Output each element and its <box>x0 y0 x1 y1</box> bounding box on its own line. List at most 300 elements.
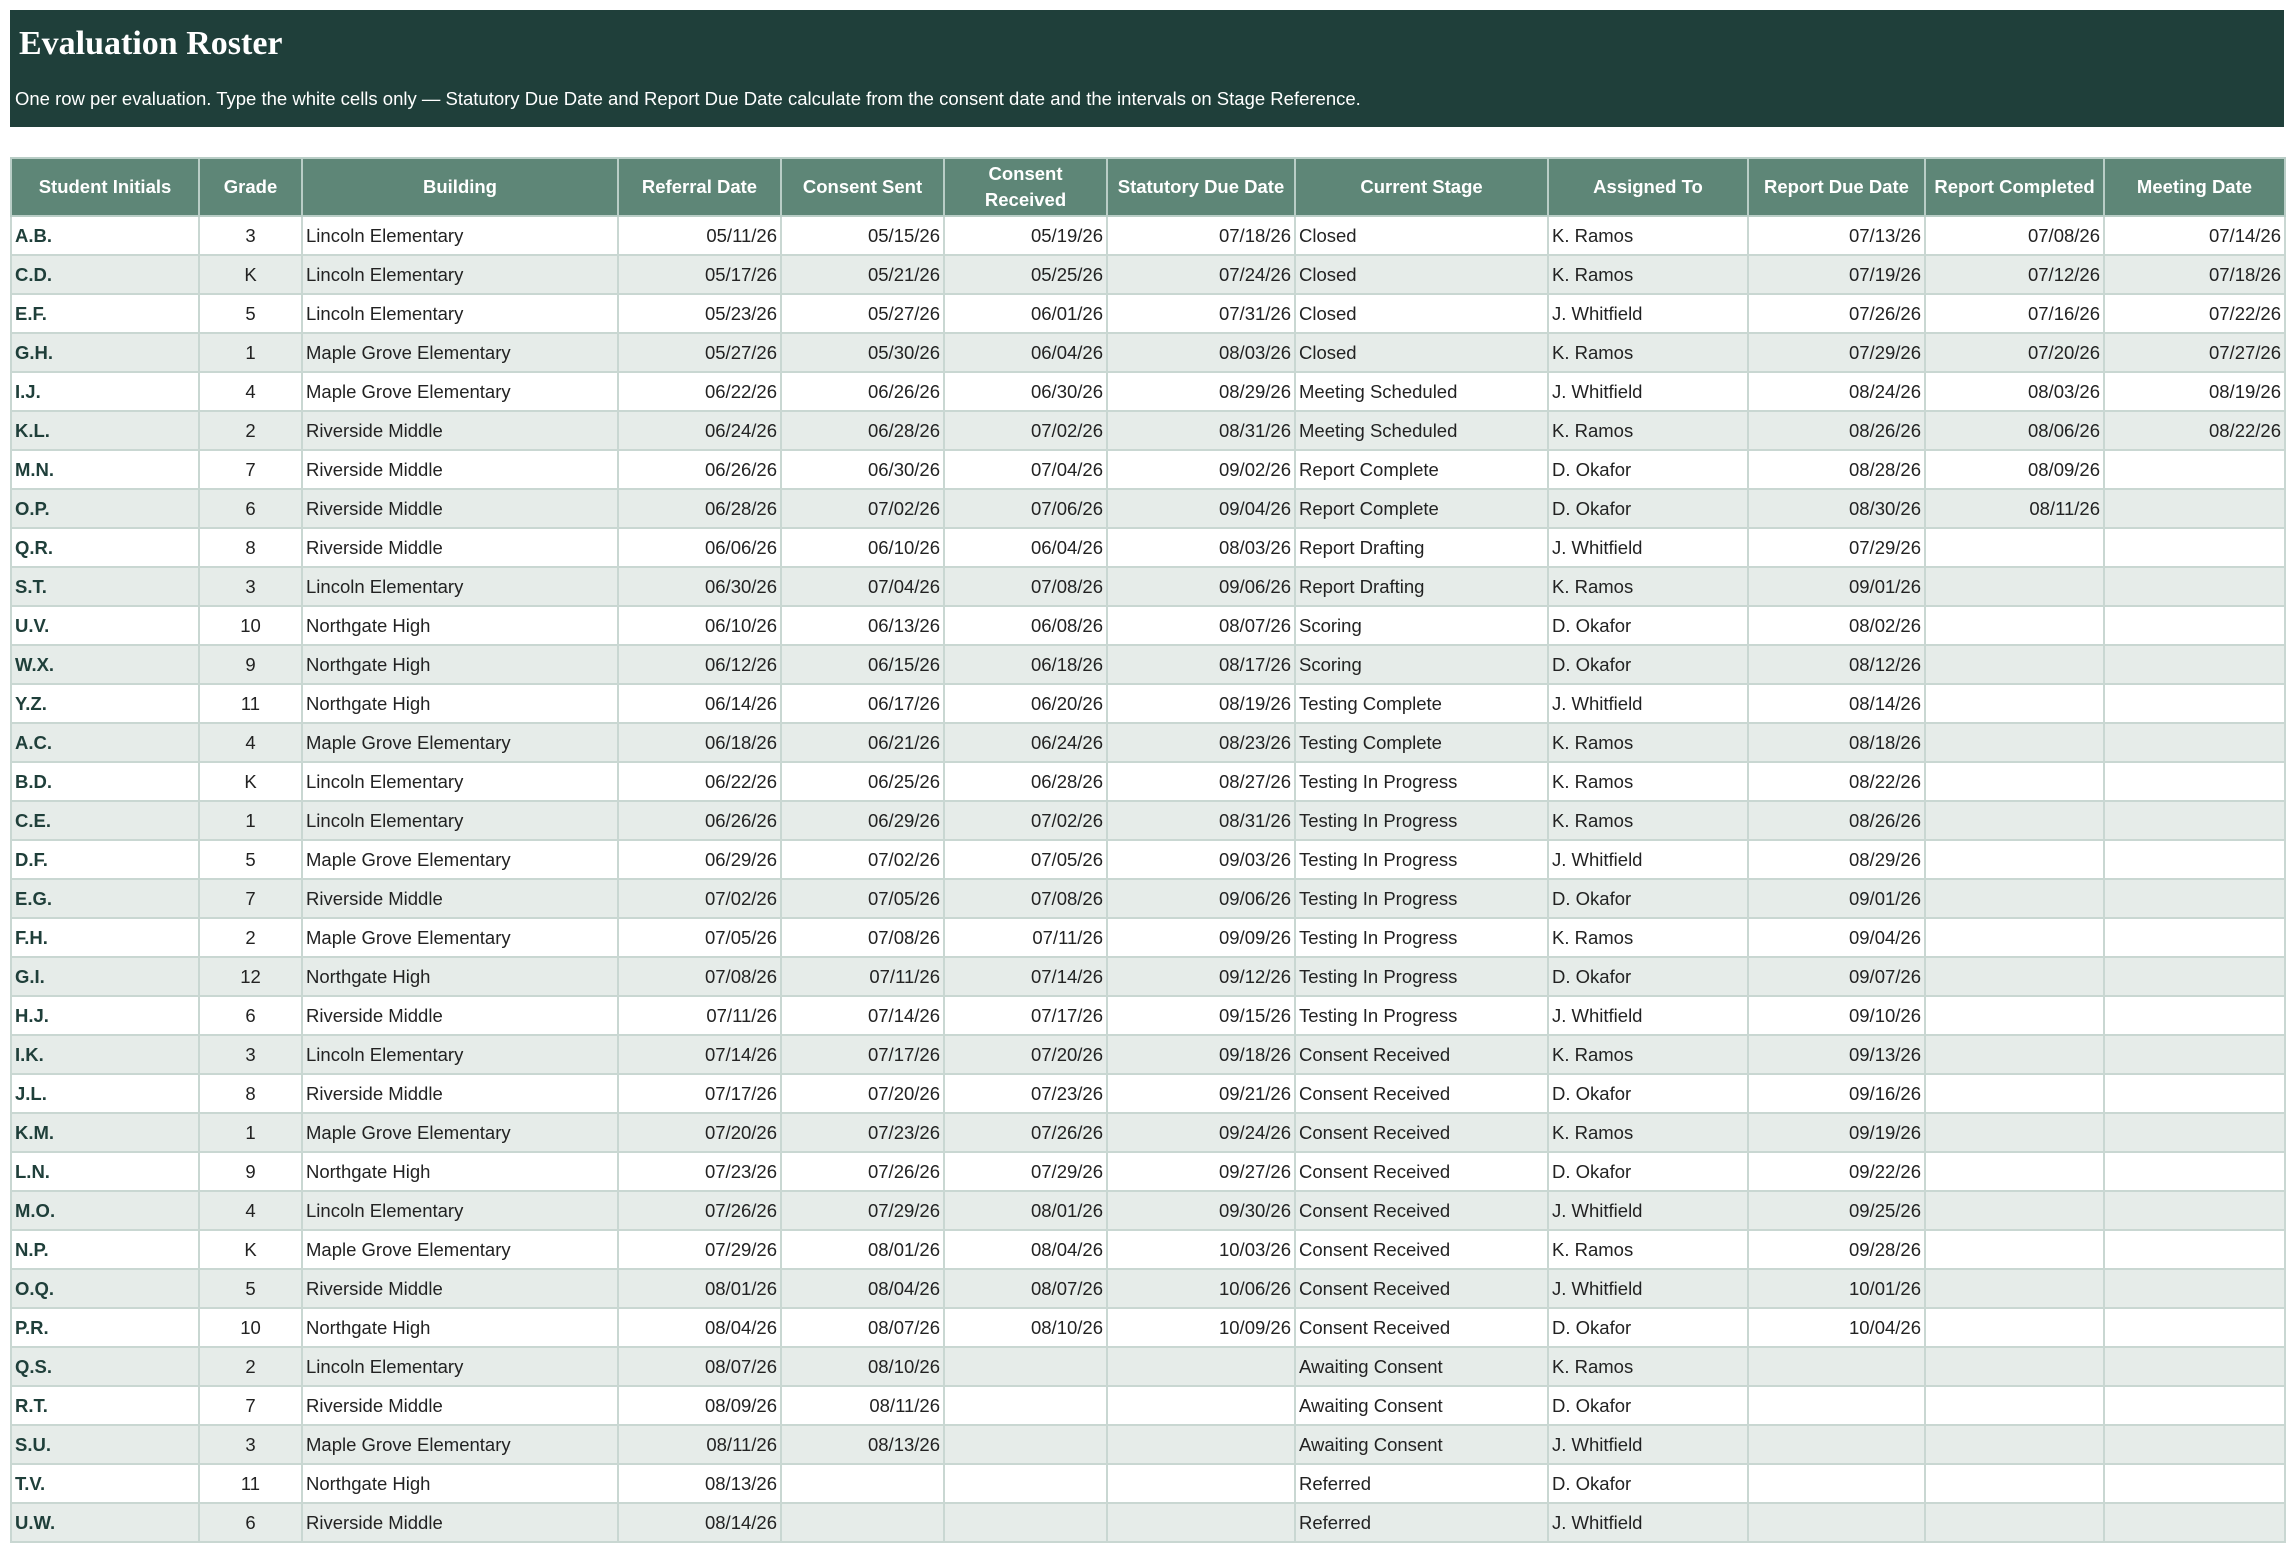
cell-referral-date[interactable]: 06/14/26 <box>618 684 781 723</box>
cell-consent-sent[interactable]: 07/02/26 <box>781 489 944 528</box>
column-header-consent-received[interactable]: Consent Received <box>944 158 1107 216</box>
cell-grade[interactable]: 3 <box>199 216 302 255</box>
cell-grade[interactable]: 1 <box>199 801 302 840</box>
cell-meeting-date[interactable] <box>2104 1386 2285 1425</box>
cell-grade[interactable]: 8 <box>199 528 302 567</box>
cell-referral-date[interactable]: 08/09/26 <box>618 1386 781 1425</box>
cell-current-stage[interactable]: Consent Received <box>1295 1230 1548 1269</box>
cell-consent-sent[interactable]: 07/20/26 <box>781 1074 944 1113</box>
cell-statutory-due-date[interactable]: 07/31/26 <box>1107 294 1295 333</box>
column-header-current-stage[interactable]: Current Stage <box>1295 158 1548 216</box>
column-header-referral-date[interactable]: Referral Date <box>618 158 781 216</box>
cell-statutory-due-date[interactable]: 09/02/26 <box>1107 450 1295 489</box>
cell-student-initials[interactable]: J.L. <box>11 1074 199 1113</box>
cell-assigned-to[interactable]: K. Ramos <box>1548 333 1748 372</box>
cell-consent-received[interactable]: 06/24/26 <box>944 723 1107 762</box>
cell-consent-sent[interactable]: 06/28/26 <box>781 411 944 450</box>
cell-grade[interactable]: 9 <box>199 1152 302 1191</box>
cell-consent-received[interactable] <box>944 1425 1107 1464</box>
cell-student-initials[interactable]: C.D. <box>11 255 199 294</box>
cell-grade[interactable]: 4 <box>199 372 302 411</box>
cell-meeting-date[interactable]: 08/19/26 <box>2104 372 2285 411</box>
cell-report-due-date[interactable]: 09/13/26 <box>1748 1035 1925 1074</box>
cell-grade[interactable]: 6 <box>199 1503 302 1542</box>
cell-current-stage[interactable]: Consent Received <box>1295 1191 1548 1230</box>
cell-consent-sent[interactable]: 06/15/26 <box>781 645 944 684</box>
cell-consent-sent[interactable]: 06/26/26 <box>781 372 944 411</box>
cell-assigned-to[interactable]: J. Whitfield <box>1548 1503 1748 1542</box>
cell-building[interactable]: Riverside Middle <box>302 879 618 918</box>
cell-current-stage[interactable]: Consent Received <box>1295 1308 1548 1347</box>
column-header-consent-sent[interactable]: Consent Sent <box>781 158 944 216</box>
cell-statutory-due-date[interactable]: 09/18/26 <box>1107 1035 1295 1074</box>
cell-student-initials[interactable]: A.C. <box>11 723 199 762</box>
column-header-meeting-date[interactable]: Meeting Date <box>2104 158 2285 216</box>
cell-statutory-due-date[interactable] <box>1107 1386 1295 1425</box>
cell-referral-date[interactable]: 06/18/26 <box>618 723 781 762</box>
cell-meeting-date[interactable] <box>2104 1269 2285 1308</box>
cell-student-initials[interactable]: W.X. <box>11 645 199 684</box>
cell-meeting-date[interactable] <box>2104 1035 2285 1074</box>
cell-report-due-date[interactable]: 08/12/26 <box>1748 645 1925 684</box>
cell-consent-received[interactable]: 06/28/26 <box>944 762 1107 801</box>
cell-student-initials[interactable]: B.D. <box>11 762 199 801</box>
cell-student-initials[interactable]: P.R. <box>11 1308 199 1347</box>
cell-meeting-date[interactable]: 07/14/26 <box>2104 216 2285 255</box>
cell-report-completed[interactable] <box>1925 996 2104 1035</box>
cell-current-stage[interactable]: Closed <box>1295 216 1548 255</box>
cell-student-initials[interactable]: H.J. <box>11 996 199 1035</box>
cell-statutory-due-date[interactable]: 09/06/26 <box>1107 567 1295 606</box>
cell-referral-date[interactable]: 06/26/26 <box>618 801 781 840</box>
cell-report-completed[interactable]: 07/08/26 <box>1925 216 2104 255</box>
cell-consent-sent[interactable]: 08/04/26 <box>781 1269 944 1308</box>
cell-student-initials[interactable]: O.Q. <box>11 1269 199 1308</box>
cell-consent-received[interactable]: 07/26/26 <box>944 1113 1107 1152</box>
cell-assigned-to[interactable]: D. Okafor <box>1548 1464 1748 1503</box>
cell-building[interactable]: Maple Grove Elementary <box>302 1230 618 1269</box>
cell-consent-sent[interactable] <box>781 1503 944 1542</box>
cell-consent-sent[interactable]: 06/17/26 <box>781 684 944 723</box>
cell-consent-received[interactable]: 07/06/26 <box>944 489 1107 528</box>
cell-current-stage[interactable]: Awaiting Consent <box>1295 1347 1548 1386</box>
cell-consent-received[interactable]: 06/20/26 <box>944 684 1107 723</box>
cell-statutory-due-date[interactable]: 08/31/26 <box>1107 411 1295 450</box>
cell-assigned-to[interactable]: J. Whitfield <box>1548 996 1748 1035</box>
cell-consent-sent[interactable]: 06/13/26 <box>781 606 944 645</box>
cell-consent-received[interactable]: 07/23/26 <box>944 1074 1107 1113</box>
cell-building[interactable]: Lincoln Elementary <box>302 801 618 840</box>
cell-student-initials[interactable]: C.E. <box>11 801 199 840</box>
cell-student-initials[interactable]: U.W. <box>11 1503 199 1542</box>
cell-assigned-to[interactable]: J. Whitfield <box>1548 372 1748 411</box>
cell-report-completed[interactable] <box>1925 1308 2104 1347</box>
cell-report-completed[interactable]: 07/12/26 <box>1925 255 2104 294</box>
cell-building[interactable]: Riverside Middle <box>302 450 618 489</box>
cell-assigned-to[interactable]: J. Whitfield <box>1548 294 1748 333</box>
cell-building[interactable]: Lincoln Elementary <box>302 1035 618 1074</box>
cell-current-stage[interactable]: Consent Received <box>1295 1152 1548 1191</box>
cell-report-due-date[interactable] <box>1748 1503 1925 1542</box>
cell-building[interactable]: Riverside Middle <box>302 1074 618 1113</box>
cell-student-initials[interactable]: K.L. <box>11 411 199 450</box>
cell-report-completed[interactable] <box>1925 1035 2104 1074</box>
cell-statutory-due-date[interactable]: 08/29/26 <box>1107 372 1295 411</box>
cell-consent-received[interactable]: 07/08/26 <box>944 567 1107 606</box>
cell-statutory-due-date[interactable]: 10/06/26 <box>1107 1269 1295 1308</box>
cell-grade[interactable]: 4 <box>199 1191 302 1230</box>
cell-referral-date[interactable]: 05/23/26 <box>618 294 781 333</box>
cell-assigned-to[interactable]: K. Ramos <box>1548 918 1748 957</box>
cell-statutory-due-date[interactable]: 09/15/26 <box>1107 996 1295 1035</box>
cell-statutory-due-date[interactable]: 09/24/26 <box>1107 1113 1295 1152</box>
cell-report-completed[interactable]: 07/16/26 <box>1925 294 2104 333</box>
cell-building[interactable]: Northgate High <box>302 1308 618 1347</box>
cell-assigned-to[interactable]: D. Okafor <box>1548 1308 1748 1347</box>
cell-statutory-due-date[interactable] <box>1107 1347 1295 1386</box>
cell-report-due-date[interactable]: 07/29/26 <box>1748 333 1925 372</box>
cell-building[interactable]: Riverside Middle <box>302 1503 618 1542</box>
cell-assigned-to[interactable]: K. Ramos <box>1548 255 1748 294</box>
cell-grade[interactable]: 1 <box>199 333 302 372</box>
cell-consent-received[interactable]: 07/02/26 <box>944 411 1107 450</box>
column-header-student-initials[interactable]: Student Initials <box>11 158 199 216</box>
cell-referral-date[interactable]: 06/22/26 <box>618 372 781 411</box>
cell-student-initials[interactable]: D.F. <box>11 840 199 879</box>
cell-current-stage[interactable]: Testing In Progress <box>1295 918 1548 957</box>
cell-building[interactable]: Northgate High <box>302 1152 618 1191</box>
cell-meeting-date[interactable] <box>2104 1425 2285 1464</box>
cell-consent-sent[interactable]: 06/30/26 <box>781 450 944 489</box>
cell-report-due-date[interactable]: 08/02/26 <box>1748 606 1925 645</box>
cell-report-due-date[interactable] <box>1748 1386 1925 1425</box>
cell-building[interactable]: Maple Grove Elementary <box>302 1113 618 1152</box>
cell-meeting-date[interactable] <box>2104 1074 2285 1113</box>
cell-building[interactable]: Lincoln Elementary <box>302 567 618 606</box>
cell-report-completed[interactable]: 08/06/26 <box>1925 411 2104 450</box>
cell-student-initials[interactable]: U.V. <box>11 606 199 645</box>
cell-building[interactable]: Riverside Middle <box>302 996 618 1035</box>
cell-consent-sent[interactable]: 07/23/26 <box>781 1113 944 1152</box>
cell-student-initials[interactable]: Q.R. <box>11 528 199 567</box>
cell-consent-received[interactable]: 07/08/26 <box>944 879 1107 918</box>
cell-consent-sent[interactable]: 08/11/26 <box>781 1386 944 1425</box>
cell-consent-sent[interactable]: 05/30/26 <box>781 333 944 372</box>
cell-meeting-date[interactable]: 08/22/26 <box>2104 411 2285 450</box>
cell-referral-date[interactable]: 06/22/26 <box>618 762 781 801</box>
cell-consent-sent[interactable]: 06/29/26 <box>781 801 944 840</box>
cell-building[interactable]: Northgate High <box>302 684 618 723</box>
cell-student-initials[interactable]: S.T. <box>11 567 199 606</box>
column-header-report-completed[interactable]: Report Completed <box>1925 158 2104 216</box>
cell-referral-date[interactable]: 08/04/26 <box>618 1308 781 1347</box>
cell-current-stage[interactable]: Testing Complete <box>1295 684 1548 723</box>
cell-consent-sent[interactable]: 08/07/26 <box>781 1308 944 1347</box>
cell-grade[interactable]: 3 <box>199 1425 302 1464</box>
cell-meeting-date[interactable] <box>2104 879 2285 918</box>
cell-meeting-date[interactable] <box>2104 1464 2285 1503</box>
cell-building[interactable]: Maple Grove Elementary <box>302 372 618 411</box>
cell-consent-sent[interactable] <box>781 1464 944 1503</box>
cell-grade[interactable]: 2 <box>199 1347 302 1386</box>
cell-report-due-date[interactable]: 09/01/26 <box>1748 879 1925 918</box>
cell-report-completed[interactable]: 08/09/26 <box>1925 450 2104 489</box>
cell-consent-sent[interactable]: 05/21/26 <box>781 255 944 294</box>
cell-meeting-date[interactable] <box>2104 1347 2285 1386</box>
cell-building[interactable]: Maple Grove Elementary <box>302 918 618 957</box>
cell-grade[interactable]: 6 <box>199 489 302 528</box>
cell-statutory-due-date[interactable]: 08/27/26 <box>1107 762 1295 801</box>
cell-consent-received[interactable]: 07/17/26 <box>944 996 1107 1035</box>
cell-grade[interactable]: 7 <box>199 1386 302 1425</box>
cell-meeting-date[interactable] <box>2104 801 2285 840</box>
cell-report-completed[interactable] <box>1925 957 2104 996</box>
cell-grade[interactable]: 10 <box>199 1308 302 1347</box>
column-header-building[interactable]: Building <box>302 158 618 216</box>
cell-consent-sent[interactable]: 06/25/26 <box>781 762 944 801</box>
cell-assigned-to[interactable]: D. Okafor <box>1548 450 1748 489</box>
cell-consent-sent[interactable]: 08/13/26 <box>781 1425 944 1464</box>
cell-assigned-to[interactable]: J. Whitfield <box>1548 684 1748 723</box>
cell-meeting-date[interactable] <box>2104 489 2285 528</box>
cell-assigned-to[interactable]: D. Okafor <box>1548 1074 1748 1113</box>
cell-consent-received[interactable]: 07/20/26 <box>944 1035 1107 1074</box>
cell-building[interactable]: Northgate High <box>302 606 618 645</box>
cell-meeting-date[interactable] <box>2104 762 2285 801</box>
cell-consent-received[interactable] <box>944 1503 1107 1542</box>
cell-report-completed[interactable] <box>1925 684 2104 723</box>
cell-statutory-due-date[interactable]: 09/04/26 <box>1107 489 1295 528</box>
cell-meeting-date[interactable] <box>2104 1191 2285 1230</box>
cell-current-stage[interactable]: Testing In Progress <box>1295 957 1548 996</box>
column-header-report-due-date[interactable]: Report Due Date <box>1748 158 1925 216</box>
cell-report-completed[interactable]: 07/20/26 <box>1925 333 2104 372</box>
cell-statutory-due-date[interactable]: 09/12/26 <box>1107 957 1295 996</box>
cell-current-stage[interactable]: Consent Received <box>1295 1113 1548 1152</box>
cell-meeting-date[interactable] <box>2104 1308 2285 1347</box>
cell-statutory-due-date[interactable]: 07/24/26 <box>1107 255 1295 294</box>
cell-consent-sent[interactable]: 06/10/26 <box>781 528 944 567</box>
cell-report-completed[interactable] <box>1925 528 2104 567</box>
cell-meeting-date[interactable] <box>2104 723 2285 762</box>
cell-report-completed[interactable] <box>1925 1503 2104 1542</box>
cell-grade[interactable]: 1 <box>199 1113 302 1152</box>
cell-consent-sent[interactable]: 07/29/26 <box>781 1191 944 1230</box>
cell-report-due-date[interactable]: 08/18/26 <box>1748 723 1925 762</box>
cell-consent-received[interactable]: 06/30/26 <box>944 372 1107 411</box>
cell-consent-received[interactable]: 08/04/26 <box>944 1230 1107 1269</box>
cell-meeting-date[interactable] <box>2104 1152 2285 1191</box>
cell-current-stage[interactable]: Report Complete <box>1295 489 1548 528</box>
cell-report-due-date[interactable]: 08/14/26 <box>1748 684 1925 723</box>
cell-student-initials[interactable]: O.P. <box>11 489 199 528</box>
cell-grade[interactable]: K <box>199 255 302 294</box>
cell-referral-date[interactable]: 07/26/26 <box>618 1191 781 1230</box>
cell-assigned-to[interactable]: K. Ramos <box>1548 762 1748 801</box>
cell-building[interactable]: Maple Grove Elementary <box>302 1425 618 1464</box>
cell-report-completed[interactable] <box>1925 1386 2104 1425</box>
cell-referral-date[interactable]: 07/23/26 <box>618 1152 781 1191</box>
cell-student-initials[interactable]: T.V. <box>11 1464 199 1503</box>
cell-meeting-date[interactable] <box>2104 996 2285 1035</box>
cell-meeting-date[interactable] <box>2104 450 2285 489</box>
cell-student-initials[interactable]: F.H. <box>11 918 199 957</box>
column-header-assigned-to[interactable]: Assigned To <box>1548 158 1748 216</box>
cell-statutory-due-date[interactable]: 10/09/26 <box>1107 1308 1295 1347</box>
cell-student-initials[interactable]: K.M. <box>11 1113 199 1152</box>
cell-student-initials[interactable]: M.O. <box>11 1191 199 1230</box>
cell-consent-received[interactable]: 07/02/26 <box>944 801 1107 840</box>
cell-report-completed[interactable] <box>1925 1269 2104 1308</box>
cell-assigned-to[interactable]: J. Whitfield <box>1548 840 1748 879</box>
cell-report-completed[interactable]: 08/03/26 <box>1925 372 2104 411</box>
cell-current-stage[interactable]: Awaiting Consent <box>1295 1425 1548 1464</box>
cell-meeting-date[interactable]: 07/27/26 <box>2104 333 2285 372</box>
cell-consent-sent[interactable]: 07/26/26 <box>781 1152 944 1191</box>
cell-consent-sent[interactable]: 07/08/26 <box>781 918 944 957</box>
cell-referral-date[interactable]: 06/26/26 <box>618 450 781 489</box>
cell-report-due-date[interactable]: 07/13/26 <box>1748 216 1925 255</box>
cell-building[interactable]: Lincoln Elementary <box>302 294 618 333</box>
cell-grade[interactable]: 9 <box>199 645 302 684</box>
cell-student-initials[interactable]: A.B. <box>11 216 199 255</box>
cell-student-initials[interactable]: S.U. <box>11 1425 199 1464</box>
cell-referral-date[interactable]: 07/17/26 <box>618 1074 781 1113</box>
cell-consent-received[interactable]: 06/04/26 <box>944 333 1107 372</box>
cell-report-due-date[interactable] <box>1748 1347 1925 1386</box>
cell-assigned-to[interactable]: D. Okafor <box>1548 957 1748 996</box>
cell-student-initials[interactable]: G.H. <box>11 333 199 372</box>
cell-meeting-date[interactable] <box>2104 684 2285 723</box>
cell-referral-date[interactable]: 07/11/26 <box>618 996 781 1035</box>
cell-grade[interactable]: K <box>199 762 302 801</box>
cell-building[interactable]: Riverside Middle <box>302 411 618 450</box>
cell-report-due-date[interactable] <box>1748 1425 1925 1464</box>
cell-statutory-due-date[interactable]: 08/03/26 <box>1107 333 1295 372</box>
cell-report-completed[interactable] <box>1925 1152 2104 1191</box>
cell-report-due-date[interactable]: 08/26/26 <box>1748 411 1925 450</box>
cell-statutory-due-date[interactable]: 09/09/26 <box>1107 918 1295 957</box>
cell-assigned-to[interactable]: J. Whitfield <box>1548 1425 1748 1464</box>
cell-statutory-due-date[interactable]: 08/23/26 <box>1107 723 1295 762</box>
cell-report-due-date[interactable]: 10/04/26 <box>1748 1308 1925 1347</box>
cell-report-completed[interactable] <box>1925 1425 2104 1464</box>
cell-statutory-due-date[interactable]: 09/27/26 <box>1107 1152 1295 1191</box>
cell-building[interactable]: Riverside Middle <box>302 1269 618 1308</box>
cell-consent-sent[interactable]: 05/15/26 <box>781 216 944 255</box>
cell-report-completed[interactable] <box>1925 723 2104 762</box>
cell-consent-sent[interactable]: 07/05/26 <box>781 879 944 918</box>
cell-referral-date[interactable]: 07/02/26 <box>618 879 781 918</box>
cell-current-stage[interactable]: Scoring <box>1295 606 1548 645</box>
cell-statutory-due-date[interactable] <box>1107 1503 1295 1542</box>
cell-report-completed[interactable] <box>1925 918 2104 957</box>
cell-consent-sent[interactable]: 05/27/26 <box>781 294 944 333</box>
cell-current-stage[interactable]: Closed <box>1295 255 1548 294</box>
cell-statutory-due-date[interactable] <box>1107 1425 1295 1464</box>
cell-meeting-date[interactable]: 07/18/26 <box>2104 255 2285 294</box>
cell-current-stage[interactable]: Report Drafting <box>1295 567 1548 606</box>
cell-current-stage[interactable]: Closed <box>1295 333 1548 372</box>
cell-building[interactable]: Northgate High <box>302 957 618 996</box>
cell-assigned-to[interactable]: K. Ramos <box>1548 411 1748 450</box>
cell-assigned-to[interactable]: J. Whitfield <box>1548 528 1748 567</box>
cell-meeting-date[interactable] <box>2104 840 2285 879</box>
cell-consent-received[interactable]: 07/14/26 <box>944 957 1107 996</box>
cell-consent-received[interactable]: 05/19/26 <box>944 216 1107 255</box>
cell-report-due-date[interactable]: 09/22/26 <box>1748 1152 1925 1191</box>
cell-statutory-due-date[interactable]: 09/21/26 <box>1107 1074 1295 1113</box>
cell-consent-sent[interactable]: 07/17/26 <box>781 1035 944 1074</box>
cell-report-completed[interactable] <box>1925 1191 2104 1230</box>
cell-report-completed[interactable] <box>1925 1113 2104 1152</box>
cell-student-initials[interactable]: Q.S. <box>11 1347 199 1386</box>
cell-meeting-date[interactable] <box>2104 918 2285 957</box>
cell-building[interactable]: Riverside Middle <box>302 1386 618 1425</box>
cell-referral-date[interactable]: 06/30/26 <box>618 567 781 606</box>
cell-consent-received[interactable]: 05/25/26 <box>944 255 1107 294</box>
cell-referral-date[interactable]: 06/24/26 <box>618 411 781 450</box>
cell-referral-date[interactable]: 08/14/26 <box>618 1503 781 1542</box>
cell-report-due-date[interactable]: 09/07/26 <box>1748 957 1925 996</box>
cell-assigned-to[interactable]: D. Okafor <box>1548 1152 1748 1191</box>
cell-report-due-date[interactable]: 09/25/26 <box>1748 1191 1925 1230</box>
cell-report-due-date[interactable]: 08/28/26 <box>1748 450 1925 489</box>
cell-meeting-date[interactable] <box>2104 567 2285 606</box>
cell-building[interactable]: Northgate High <box>302 645 618 684</box>
cell-grade[interactable]: 6 <box>199 996 302 1035</box>
cell-report-due-date[interactable]: 08/22/26 <box>1748 762 1925 801</box>
cell-meeting-date[interactable] <box>2104 1113 2285 1152</box>
cell-consent-received[interactable]: 07/11/26 <box>944 918 1107 957</box>
cell-referral-date[interactable]: 07/05/26 <box>618 918 781 957</box>
cell-grade[interactable]: 2 <box>199 411 302 450</box>
cell-consent-received[interactable]: 06/04/26 <box>944 528 1107 567</box>
cell-grade[interactable]: 11 <box>199 1464 302 1503</box>
cell-grade[interactable]: 2 <box>199 918 302 957</box>
cell-grade[interactable]: K <box>199 1230 302 1269</box>
cell-consent-received[interactable]: 06/08/26 <box>944 606 1107 645</box>
cell-assigned-to[interactable]: K. Ramos <box>1548 1230 1748 1269</box>
cell-student-initials[interactable]: I.J. <box>11 372 199 411</box>
cell-student-initials[interactable]: L.N. <box>11 1152 199 1191</box>
cell-student-initials[interactable]: N.P. <box>11 1230 199 1269</box>
cell-consent-sent[interactable]: 08/10/26 <box>781 1347 944 1386</box>
cell-statutory-due-date[interactable]: 09/06/26 <box>1107 879 1295 918</box>
cell-assigned-to[interactable]: K. Ramos <box>1548 1113 1748 1152</box>
cell-referral-date[interactable]: 05/17/26 <box>618 255 781 294</box>
cell-current-stage[interactable]: Testing Complete <box>1295 723 1548 762</box>
cell-report-completed[interactable] <box>1925 1230 2104 1269</box>
cell-grade[interactable]: 7 <box>199 879 302 918</box>
cell-assigned-to[interactable]: K. Ramos <box>1548 1347 1748 1386</box>
cell-meeting-date[interactable]: 07/22/26 <box>2104 294 2285 333</box>
cell-building[interactable]: Maple Grove Elementary <box>302 723 618 762</box>
cell-report-due-date[interactable]: 09/28/26 <box>1748 1230 1925 1269</box>
cell-referral-date[interactable]: 08/01/26 <box>618 1269 781 1308</box>
cell-current-stage[interactable]: Referred <box>1295 1464 1548 1503</box>
cell-report-due-date[interactable] <box>1748 1464 1925 1503</box>
cell-referral-date[interactable]: 07/29/26 <box>618 1230 781 1269</box>
cell-building[interactable]: Riverside Middle <box>302 489 618 528</box>
cell-statutory-due-date[interactable]: 08/31/26 <box>1107 801 1295 840</box>
cell-current-stage[interactable]: Meeting Scheduled <box>1295 372 1548 411</box>
cell-report-due-date[interactable]: 09/19/26 <box>1748 1113 1925 1152</box>
cell-current-stage[interactable]: Referred <box>1295 1503 1548 1542</box>
cell-building[interactable]: Maple Grove Elementary <box>302 333 618 372</box>
cell-current-stage[interactable]: Report Complete <box>1295 450 1548 489</box>
cell-statutory-due-date[interactable]: 09/30/26 <box>1107 1191 1295 1230</box>
